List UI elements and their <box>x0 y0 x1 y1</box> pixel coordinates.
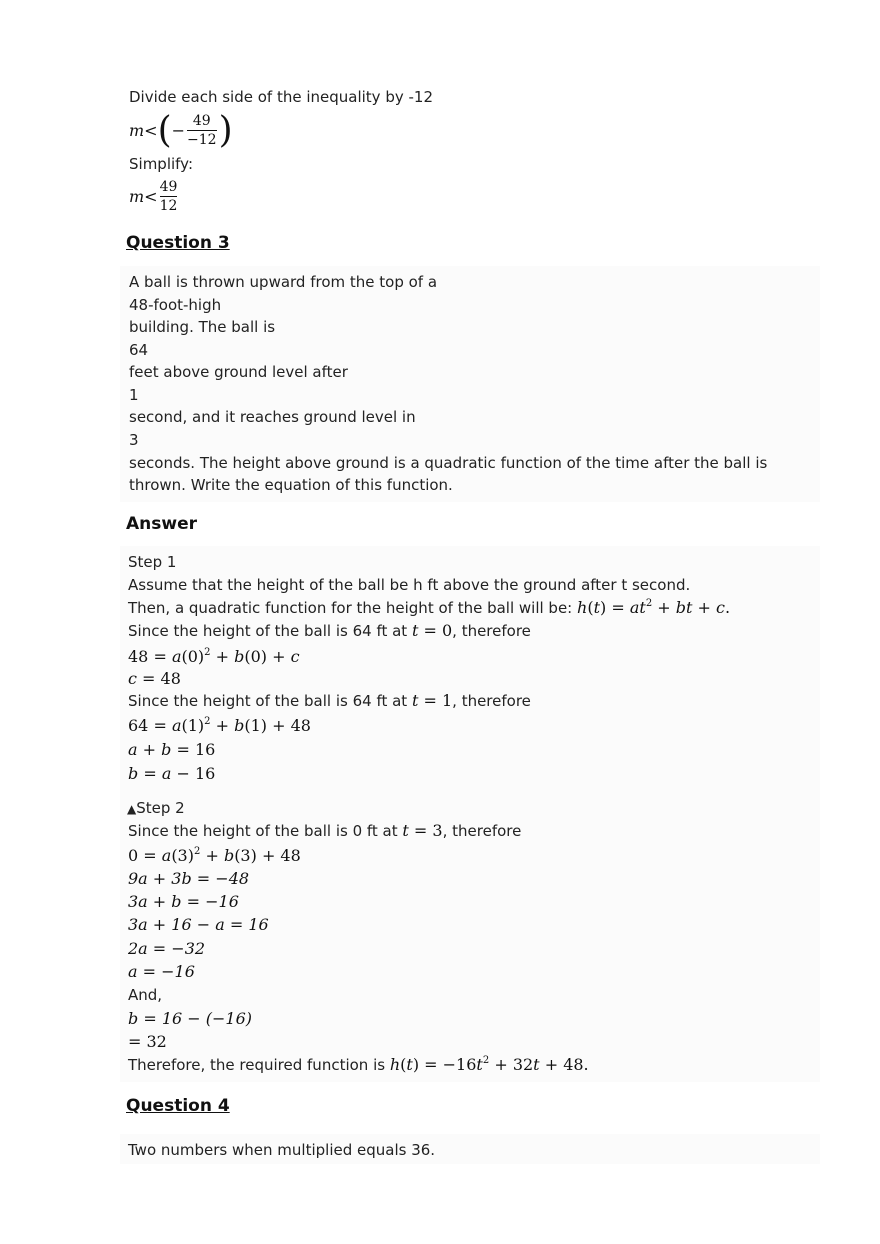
question4-heading: Question 4 <box>126 1096 230 1116</box>
answer-heading: Answer <box>126 514 197 534</box>
equation-a-plus-b: a + b = 16 <box>128 740 216 759</box>
step1-label: Step 1 <box>128 553 177 571</box>
question3-heading: Question 3 <box>126 233 230 253</box>
equation-2a: 2a = −32 <box>128 939 206 958</box>
function-formula: $h(t) = at^2$ + bt + c. <box>577 598 731 617</box>
equation-3a-plus-b: 3a + b = −16 <box>128 892 239 911</box>
less-than: < <box>144 121 158 140</box>
left-paren: ( <box>157 110 172 151</box>
fraction-2-numerator: 49 <box>159 179 178 195</box>
negative-sign: − <box>171 121 186 140</box>
simplify-label: Simplify: <box>129 155 194 173</box>
equation-b-value: b = 16 − (−16) <box>128 1009 253 1028</box>
question3-line: feet above ground level after <box>129 363 348 381</box>
step2-label: Step 2 <box>136 799 185 817</box>
fraction-1-denominator: −12 <box>187 132 217 148</box>
equation-9a: 9a + 3b = −48 <box>128 869 250 888</box>
right-paren: ) <box>218 110 233 151</box>
then-text: Then, a quadratic function for the height of the ball will be: <box>128 599 578 617</box>
question3-line: 3 <box>129 431 139 449</box>
question3-line: 48-foot-high <box>129 296 222 314</box>
fraction-2-denominator: 12 <box>159 198 178 214</box>
inequality-1 <box>129 110 233 152</box>
step1-assumption: Assume that the height of the ball be h ft above the ground after t second. <box>128 576 691 594</box>
step1-since-t0: Since the height of the ball is 64 ft at t = 0, therefore <box>128 621 531 640</box>
equation-c: c = 48 <box>128 669 181 688</box>
fraction-1 <box>187 113 217 149</box>
fraction-1-numerator: 49 <box>192 113 211 129</box>
divide-instruction: Divide each side of the inequality by -12 <box>129 88 433 106</box>
equation-0: $0 = a(3)^2 + b(3) + 48$ <box>128 846 301 865</box>
equation-3a-16: 3a + 16 − a = 16 <box>128 915 269 934</box>
question3-line: thrown. Write the equation of this function. <box>129 476 453 494</box>
step1-since-t1: Since the height of the ball is 64 ft at t = 1, therefore <box>128 691 531 710</box>
final-function: Therefore, the required function is $h(t) = -16t^2 + 32t + 48$. <box>128 1055 589 1074</box>
step2-label-row <box>127 798 185 819</box>
equation-a: a = −16 <box>128 962 195 981</box>
equation-48: $48 = a(0)^2 + b(0) + c$ <box>128 647 300 666</box>
up-arrow-icon: ▲ <box>127 802 137 816</box>
m-variable: m <box>129 121 145 140</box>
step2-since-t3: Since the height of the ball is 0 ft at t = 3, therefore <box>128 821 522 840</box>
question3-line: building. The ball is <box>129 318 276 336</box>
question3-line: second, and it reaches ground level in <box>129 408 416 426</box>
inequality-2 <box>129 176 179 218</box>
fraction-2 <box>160 179 178 215</box>
equation-32: = 32 <box>128 1032 167 1051</box>
question3-line: A ball is thrown upward from the top of a <box>129 273 438 291</box>
question3-line: 1 <box>129 386 139 404</box>
question3-line: 64 <box>129 341 149 359</box>
equation-64: $64 = a(1)^2 + b(1) + 48$ <box>128 716 311 735</box>
question3-line: seconds. The height above ground is a quadratic function of the time after the ball is <box>129 454 768 472</box>
question4-text: Two numbers when multiplied equals 36. <box>128 1141 436 1159</box>
step1-function-definition <box>128 598 730 618</box>
m-variable: m <box>129 187 145 206</box>
equation-b: b = a − 16 <box>128 764 216 783</box>
and-label: And, <box>128 986 163 1004</box>
less-than: < <box>144 187 158 206</box>
